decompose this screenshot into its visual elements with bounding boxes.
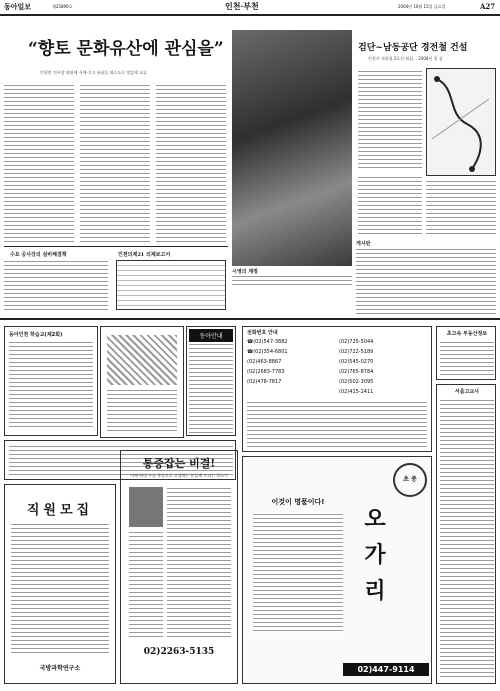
job-ad-text	[11, 523, 109, 653]
lecture-ad	[4, 326, 98, 436]
pain-ad-title: 통증잡는 비결!	[142, 457, 216, 470]
phone-entry: (02)722-5189	[339, 349, 374, 355]
job-ad	[4, 484, 116, 684]
phone-entry: (02)463-8867	[247, 359, 282, 365]
phone-entry: (02)545-0270	[339, 359, 374, 365]
school-ad-text	[440, 341, 494, 377]
pain-ad-text-2	[129, 531, 163, 637]
phone-entry: (02)765-8784	[339, 369, 374, 375]
pain-ad-text	[167, 487, 231, 637]
pain-ad-subtitle: 어깨·허리·무릎 통증으로 고생하는 분들께 드리는 희소식	[130, 473, 228, 478]
phone-directory-more	[247, 401, 427, 449]
ohgari-text	[253, 513, 343, 633]
issue-date: 2004년 10월 15일 금요일	[398, 4, 446, 9]
notice-body	[356, 248, 496, 316]
masthead-rule	[0, 14, 500, 16]
school-ad	[436, 326, 496, 380]
masthead	[0, 0, 500, 14]
ohgari-title: 오가리	[364, 506, 386, 604]
main-subhead: 인천市 전시장 외관에 서예·기고 유품들 따스도로 맛있게 교류	[40, 70, 147, 75]
pain-ad-phone: 02)2263-5135	[143, 647, 215, 657]
small-story-mid-headline: 인천의제21 의제보고서	[118, 252, 171, 258]
phone-directory-title: 전화번호 안내	[247, 330, 278, 336]
lecture-ad-title: 동아인천 학습교(제2회)	[9, 332, 63, 338]
ohgari-ad	[242, 456, 432, 684]
page-number: A27	[480, 2, 496, 11]
dong-a-ad-title: 동아안내	[189, 329, 233, 342]
phone-entry: (02)2683-7783	[247, 369, 285, 375]
phone-directory	[242, 326, 432, 452]
paper-name: 동아일보	[4, 2, 32, 11]
dong-a-ad	[186, 326, 236, 436]
main-body-col-1	[4, 84, 74, 242]
right-classified-title: 서울고교사	[454, 389, 480, 395]
notice-title: 게시판	[356, 241, 371, 247]
job-ad-title: 직원모집	[26, 503, 94, 518]
main-body-col-2	[80, 84, 150, 242]
lecture-ad-text	[9, 341, 93, 429]
school-ad-title: 초고속 부동산정보	[446, 331, 488, 337]
section-title: 인천·부천	[225, 1, 259, 11]
ads-top-rule	[0, 318, 500, 320]
small-stories-rule	[4, 246, 228, 247]
product-ad	[100, 326, 184, 438]
right-classified	[436, 384, 496, 684]
product-ad-text	[107, 389, 177, 433]
product-ad-image	[107, 335, 177, 385]
ohgari-phone: 02)447-9114	[343, 663, 429, 676]
pain-ad	[120, 450, 238, 684]
side-body-col-2	[358, 176, 422, 234]
pain-ad-photo	[129, 487, 163, 527]
side-headline: 검단~남동공단 경전철 건설	[358, 43, 468, 53]
phone-entry: ☎(02)547-3882	[247, 339, 288, 345]
photo-caption: 시영의 계정	[232, 269, 258, 275]
main-photo	[232, 30, 352, 266]
photo-caption-text	[232, 275, 352, 285]
small-story-left-headline: 수요 공사강의 실비해결책	[10, 252, 67, 258]
right-classified-text	[440, 399, 494, 679]
phone-entry: (02)415-2411	[339, 389, 374, 395]
route-map-icon	[427, 69, 495, 175]
phone-entry: ☎(02)354-6801	[247, 349, 288, 355]
ohgari-badge: 초 중	[393, 463, 427, 497]
phone-entry: (02)478-7817	[247, 379, 282, 385]
side-subhead: 인천시 저하철 2호선 외침… 2008년 첫 삽	[368, 56, 443, 61]
small-story-left-body	[4, 260, 108, 310]
small-story-mid-table	[116, 260, 226, 310]
main-body-col-3	[156, 84, 226, 242]
job-ad-org: 국방과학연구소	[39, 665, 81, 672]
ohgari-tagline: 이것이 명품이다!	[271, 498, 325, 506]
dong-a-ad-text	[189, 343, 233, 433]
side-body-col-3	[426, 180, 496, 234]
route-map	[426, 68, 496, 176]
issue-number: 제25890호	[52, 4, 73, 9]
main-headline: “향토 문화유산에 관심을”	[28, 39, 224, 59]
side-body-col-1	[358, 70, 422, 170]
notice-box	[356, 240, 496, 316]
phone-entry: (02)502-3095	[339, 379, 374, 385]
phone-entry: (02)725-5044	[339, 339, 374, 345]
